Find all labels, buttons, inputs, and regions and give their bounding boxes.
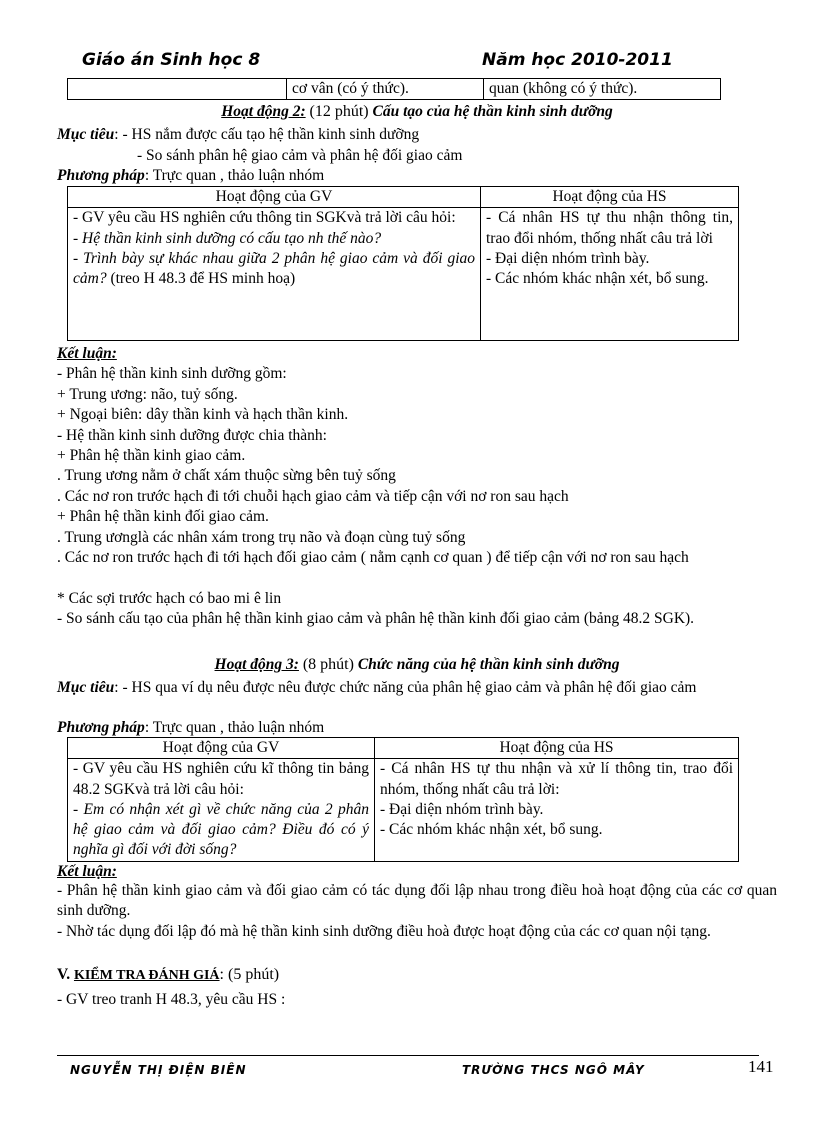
activity3-heading <box>57 655 777 675</box>
conclusion-line: . Các nơ ron trước hạch đi tới hạch đối giao cảm ( nằm cạnh cơ quan ) để tiếp cận với nơ ron sau hạch <box>57 549 689 566</box>
conclusion-line: . Các nơ ron trước hạch đi tới chuỗi hạch giao cảm và tiếp cận với nơ ron sau hạch <box>57 488 569 505</box>
section5-title: KIỂM TRA ĐÁNH GIÁ <box>73 968 220 983</box>
activity2-conclusion-label: Kết luận: <box>57 345 117 362</box>
footer-divider <box>57 1055 759 1056</box>
conclusion-line: - Nhờ tác dụng đối lập đó mà hệ thần kinh sinh dưỡng điều hoà được hoạt động của các cơ quan nội tạng. <box>57 923 711 940</box>
activity2-hs-cell: - Cá nhân HS tự thu nhận thông tin, trao đổi nhóm, thống nhất câu trả lời - Đại diện nhóm trình bày. - Các nhóm khác nhận xét, bổ sung. <box>481 208 739 341</box>
continued-table-cell-2: cơ vân (có ý thức). <box>287 79 484 100</box>
activity2-title: Cấu tạo của hệ thần kinh sinh dưỡng <box>372 103 613 120</box>
page-number: 141 <box>748 1057 774 1076</box>
conclusion-line: . Trung ương nằm ở chất xám thuộc sừng bên tuỷ sống <box>57 467 396 484</box>
objective-label: Mục tiêu <box>57 679 115 696</box>
conclusion-line: + Phân hệ thần kinh đối giao cảm. <box>57 508 269 525</box>
activity3-conclusion-label: Kết luận: <box>57 863 117 880</box>
header-subject: Giáo án Sinh học 8 <box>82 50 261 70</box>
method-label: Phương pháp <box>57 167 145 184</box>
activity3-label: Hoạt động 3: <box>214 656 299 673</box>
activity2-table <box>67 186 739 341</box>
conclusion-line: - Phân hệ thần kinh sinh dưỡng gồm: <box>57 365 287 382</box>
section5-line: - GV treo tranh H 48.3, yêu cầu HS : <box>57 991 286 1008</box>
conclusion-line: - So sánh cấu tạo của phân hệ thần kinh giao cảm và phân hệ thần kinh đối giao cảm (bảng 48.2 SGK). <box>57 610 695 627</box>
activity2-col-gv: Hoạt động của GV <box>68 187 481 208</box>
footer-school: TRƯỜNG THCS NGÔ MÂY <box>462 1063 645 1077</box>
activity2-gv-cell: - GV yêu cầu HS nghiên cứu thông tin SGKvà trả lời câu hỏi: - Hệ thần kinh sinh dưỡng có cấu tạo nh thế nào? - Trình bày sự khác nhau giữa 2 phân hệ giao cảm và đối giao cảm? (treo H 48.3 để HS minh hoạ) <box>68 208 481 341</box>
activity2-heading <box>57 102 777 122</box>
activity2-method: Phương pháp: Trực quan , thảo luận nhóm <box>57 167 325 184</box>
section5-time: : (5 phút) <box>219 966 280 983</box>
continued-table-cell-1 <box>68 79 287 100</box>
conclusion-line: - Hệ thần kinh sinh dưỡng được chia thành: <box>57 427 327 444</box>
footer-author: NGUYỄN THỊ ĐIỆN BIÊN <box>70 1063 247 1077</box>
continued-table-cell-3: quan (không có ý thức). <box>484 79 721 100</box>
activity3-col-hs: Hoạt động của HS <box>375 738 739 759</box>
activity2-objective-1: Mục tiêu: - HS nắm được cấu tạo hệ thần kinh sinh dưỡng <box>57 126 420 143</box>
activity3-title: Chức năng của hệ thần kinh sinh dưỡng <box>357 656 620 673</box>
activity2-col-hs: Hoạt động của HS <box>481 187 739 208</box>
conclusion-line: . Trung ươnglà các nhân xám trong trụ não và đoạn cùng tuỷ sống <box>57 529 466 546</box>
activity2-objective-2: - So sánh phân hệ giao cảm và phân hệ đối giao cảm <box>137 147 463 164</box>
conclusion-line: + Phân hệ thần kinh giao cảm. <box>57 447 246 464</box>
page-header <box>78 50 718 74</box>
activity3-time: (8 phút) <box>302 656 354 673</box>
activity3-method: Phương pháp: Trực quan , thảo luận nhóm <box>57 719 325 736</box>
activity3-objective: Mục tiêu: - HS qua ví dụ nêu được nêu được chức năng của phân hệ giao cảm và phân hệ đối giao cảm <box>57 679 697 696</box>
activity2-time: (12 phút) <box>309 103 369 120</box>
objective-label: Mục tiêu <box>57 126 115 143</box>
activity3-table <box>67 737 739 862</box>
activity3-gv-cell: - GV yêu cầu HS nghiên cứu kĩ thông tin bảng 48.2 SGKvà trả lời câu hỏi: - Em có nhận xét gì về chức năng của 2 phân hệ giao cảm và đối giao cảm? Điều đó có ý nghĩa gì đối với đời sống? <box>68 759 375 862</box>
method-label: Phương pháp <box>57 719 145 736</box>
activity3-hs-cell: - Cá nhân HS tự thu nhận và xử lí thông tin, trao đổi nhóm, thống nhất câu trả lời: - Đại diện nhóm trình bày. - Các nhóm khác nhận xét, bổ sung. <box>375 759 739 862</box>
conclusion-line: + Ngoại biên: dây thần kinh và hạch thần kinh. <box>57 406 349 423</box>
header-school-year: Năm học 2010-2011 <box>482 50 673 70</box>
activity2-label: Hoạt động 2: <box>221 103 306 120</box>
conclusion-line: + Trung ương: não, tuỷ sống. <box>57 386 238 403</box>
activity3-col-gv: Hoạt động của GV <box>68 738 375 759</box>
conclusion-line: - Phân hệ thần kinh giao cảm và đối giao cảm có tác dụng đối lập nhau trong điều hoà hoạt động của các cơ quan sinh dưỡng. <box>57 882 777 920</box>
section5-heading: V. KIỂM TRA ĐÁNH GIÁ: (5 phút) <box>57 966 280 983</box>
continued-table <box>67 78 721 100</box>
conclusion-line: * Các sợi trước hạch có bao mi ê lin <box>57 590 282 607</box>
